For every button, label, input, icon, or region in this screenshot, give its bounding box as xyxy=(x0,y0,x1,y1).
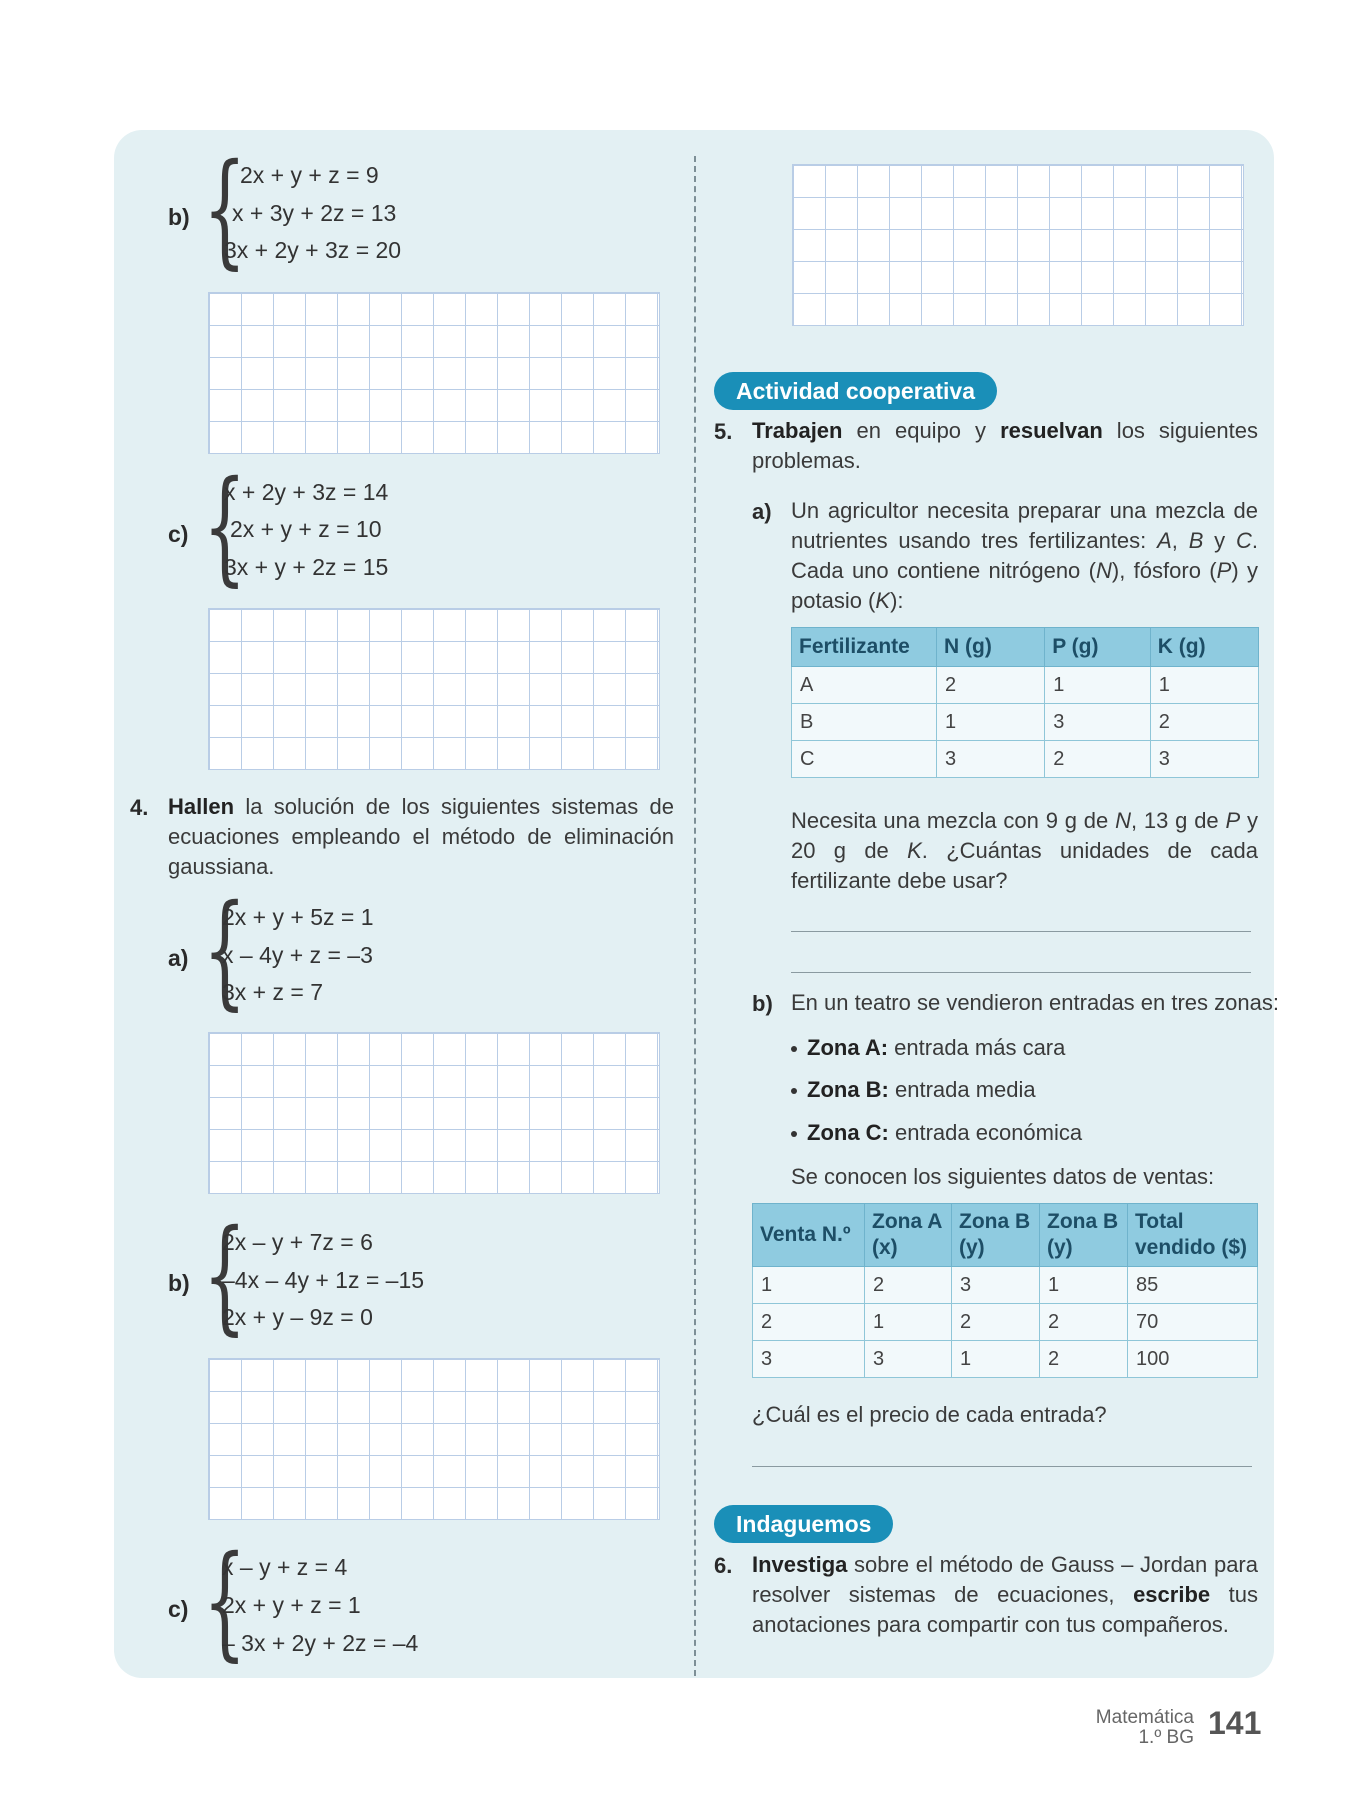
ex4a-label: a) xyxy=(168,945,189,971)
exercise-number: 5. xyxy=(714,419,733,444)
column-header: Venta N.º xyxy=(753,1204,865,1267)
answer-line[interactable] xyxy=(791,972,1251,973)
table-cell: 3 xyxy=(753,1341,865,1378)
column-header: Zona B (y) xyxy=(1040,1204,1128,1267)
column-header: P (g) xyxy=(1045,628,1151,667)
table-cell: 2 xyxy=(753,1304,865,1341)
table-row xyxy=(753,1341,1258,1378)
table-cell: 3 xyxy=(865,1341,952,1378)
equation: 3x + 2y + 3z = 20 xyxy=(224,237,402,263)
table-cell: 70 xyxy=(1128,1304,1258,1341)
bullet-dot xyxy=(791,1046,797,1052)
bullet-item: Zona C: entrada económica xyxy=(791,1120,1082,1146)
exercise-5b-intro: En un teatro se vendieron entradas en tres zonas: xyxy=(791,990,1279,1015)
brace: { xyxy=(203,455,247,599)
table-cell: 1 xyxy=(865,1304,952,1341)
table-cell: 2 xyxy=(1045,741,1151,778)
ex4c-label: c) xyxy=(168,1596,189,1622)
equation: x + 2y + 3z = 14 xyxy=(224,479,389,505)
table-cell: 2 xyxy=(952,1304,1040,1341)
equation: 2x + y – 9z = 0 xyxy=(222,1304,373,1330)
page-number: 141 xyxy=(1208,1705,1262,1741)
footer-subject xyxy=(1040,1708,1194,1748)
column-divider xyxy=(694,156,696,1676)
column-header: N (g) xyxy=(937,628,1045,667)
column-header: Zona B (y) xyxy=(952,1204,1040,1267)
table-header-row xyxy=(792,628,1259,667)
actividad-cooperativa-badge: Actividad cooperativa xyxy=(714,372,997,410)
table-cell: 3 xyxy=(1045,704,1151,741)
table-cell: 1 xyxy=(753,1267,865,1304)
exercise-5a-text: Un agricultor necesita preparar una mezcla de nutrientes usando tres fertilizantes: A, B y C. Cada uno contiene nitrógeno (N), fósforo (P) y potasio (K): xyxy=(791,498,1258,613)
table-cell: A xyxy=(792,667,937,704)
table-cell: B xyxy=(792,704,937,741)
equation: 3x + z = 7 xyxy=(222,979,324,1005)
equation: 2x + y + z = 9 xyxy=(240,162,379,188)
bullet-item: Zona B: entrada media xyxy=(791,1077,1036,1103)
table-row xyxy=(792,667,1259,704)
table-row xyxy=(792,704,1259,741)
bullet-dot xyxy=(791,1131,797,1137)
ex5a-label: a) xyxy=(752,499,772,524)
equation: x + 3y + 2z = 13 xyxy=(232,200,397,226)
exercise-number: 6. xyxy=(714,1553,733,1578)
equation: x – 4y + z = –3 xyxy=(222,942,373,968)
table-cell: 2 xyxy=(865,1267,952,1304)
bullet-dot xyxy=(791,1088,797,1094)
table-row xyxy=(753,1304,1258,1341)
subject-name: Matemática xyxy=(1095,1707,1194,1728)
equation: 2x + y + 5z = 1 xyxy=(222,904,374,930)
table-cell: 1 xyxy=(937,704,1045,741)
fertilizer-table xyxy=(791,627,1259,778)
exercise-5b-question: ¿Cuál es el precio de cada entrada? xyxy=(752,1402,1107,1427)
brace: { xyxy=(203,138,247,282)
brace: { xyxy=(203,879,247,1023)
ex4b-label: b) xyxy=(168,1270,190,1296)
table-cell: 1 xyxy=(1040,1267,1128,1304)
table-header-row xyxy=(753,1204,1258,1267)
table-cell: 1 xyxy=(1150,667,1258,704)
equation: 2x + y + z = 1 xyxy=(222,1592,361,1618)
table-row xyxy=(792,741,1259,778)
exercise-5-text: Trabajen en equipo y resuelvan los siguientes problemas. xyxy=(752,418,1259,473)
column-header: K (g) xyxy=(1150,628,1258,667)
table-cell: 2 xyxy=(1040,1341,1128,1378)
equation: 2x + y + z = 10 xyxy=(230,516,382,542)
table-cell: 3 xyxy=(937,741,1045,778)
table-cell: 85 xyxy=(1128,1267,1258,1304)
answer-line[interactable] xyxy=(791,931,1251,932)
exercise-5a-question: Necesita una mezcla con 9 g de N, 13 g de P y 20 g de K. ¿Cuántas unidades de cada fertilizante debe usar? xyxy=(791,808,1259,893)
column-header: Total vendido ($) xyxy=(1128,1204,1258,1267)
answer-grid[interactable] xyxy=(208,608,660,770)
table-cell: 1 xyxy=(1045,667,1151,704)
table-cell: C xyxy=(792,741,937,778)
sales-data-intro: Se conocen los siguientes datos de ventas: xyxy=(791,1164,1215,1189)
answer-grid[interactable] xyxy=(208,1358,660,1520)
grade-label: 1.º BG xyxy=(1138,1727,1194,1748)
table-cell: 2 xyxy=(1150,704,1258,741)
equation: x – y + z = 4 xyxy=(222,1554,348,1580)
indaguemos-badge: Indaguemos xyxy=(714,1505,893,1543)
brace: { xyxy=(203,1530,247,1674)
column-header: Zona A (x) xyxy=(865,1204,952,1267)
ex3b-label: b) xyxy=(168,204,190,230)
ex5b-label: b) xyxy=(752,991,773,1016)
table-cell: 3 xyxy=(952,1267,1040,1304)
column-header: Fertilizante xyxy=(792,628,937,667)
bullet-item: Zona A: entrada más cara xyxy=(791,1035,1065,1061)
exercise-4-text: Hallen la solución de los siguientes sistemas de ecuaciones empleando el método de eliminación gaussiana. xyxy=(168,794,674,879)
answer-grid[interactable] xyxy=(208,292,660,454)
exercise-6-text: Investiga sobre el método de Gauss – Jordan para resolver sistemas de ecuaciones, escribe tus anotaciones para compartir con tus compañeros. xyxy=(752,1552,1259,1637)
table-cell: 1 xyxy=(952,1341,1040,1378)
table-cell: 3 xyxy=(1150,741,1258,778)
table-cell: 2 xyxy=(937,667,1045,704)
brace: { xyxy=(203,1204,247,1348)
ticket-sales-table xyxy=(752,1203,1258,1378)
answer-grid[interactable] xyxy=(208,1032,660,1194)
answer-line[interactable] xyxy=(752,1466,1252,1467)
equation: 2x – y + 7z = 6 xyxy=(222,1229,373,1255)
table-cell: 100 xyxy=(1128,1341,1258,1378)
equation: –4x – 4y + 1z = –15 xyxy=(222,1267,425,1293)
equation: – 3x + 2y + 2z = –4 xyxy=(222,1630,419,1656)
equation: 3x + y + 2z = 15 xyxy=(224,554,389,580)
table-cell: 2 xyxy=(1040,1304,1128,1341)
exercise-number: 4. xyxy=(130,795,149,820)
ex3c-label: c) xyxy=(168,521,189,547)
table-row xyxy=(753,1267,1258,1304)
answer-grid[interactable] xyxy=(792,164,1244,326)
